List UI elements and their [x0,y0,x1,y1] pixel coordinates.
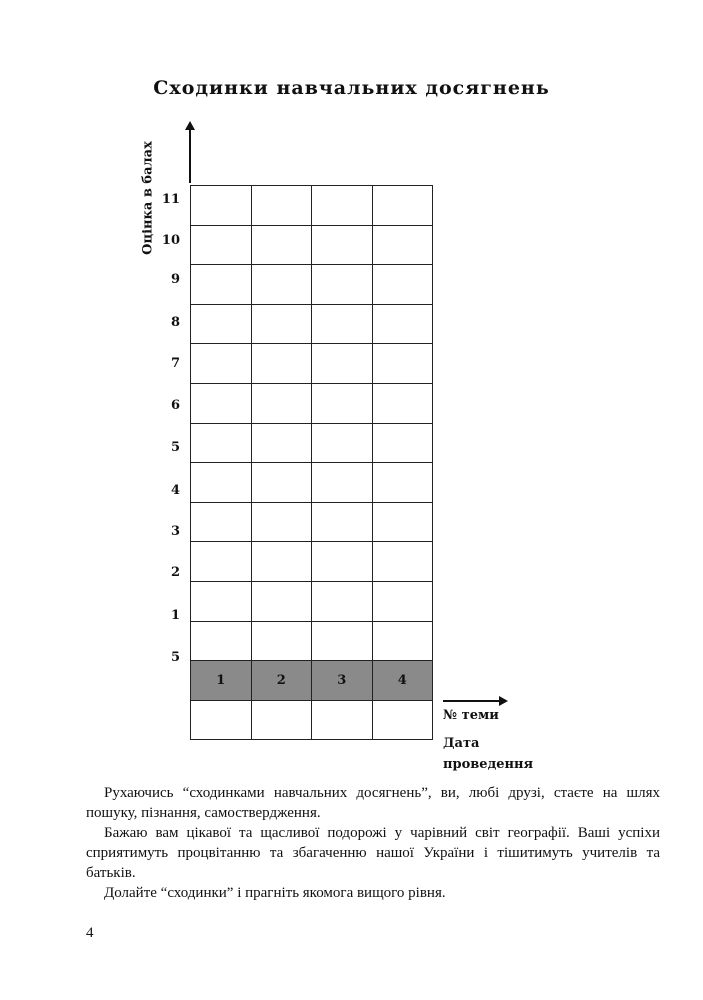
y-label: 8 [170,315,180,330]
date-cell[interactable] [312,700,373,740]
paragraph: Долайте “сходинки” і прагніть якомога вищого рівня. [104,885,446,901]
grid-row [191,225,433,265]
grid-row [191,463,433,503]
date-label [443,733,533,775]
y-label: 5 [170,650,180,665]
date-row [191,700,433,740]
grid-row [191,265,433,305]
theme-number-row [191,661,433,701]
grid-cell[interactable] [312,581,373,621]
x-axis-arrow-icon [443,700,501,702]
grid-row [191,423,433,463]
grid-cell[interactable] [372,502,433,542]
grid-cell[interactable] [312,542,373,582]
grid-cell[interactable] [251,225,312,265]
grid-cell[interactable] [191,423,252,463]
grid-cell[interactable] [372,423,433,463]
grid-cell[interactable] [191,344,252,384]
grid-cell[interactable] [312,304,373,344]
grid-cell[interactable] [251,502,312,542]
grid-row [191,542,433,582]
grid-row [191,383,433,423]
grid-cell[interactable] [372,265,433,305]
y-label: 10 [161,233,180,248]
grid-cell[interactable] [251,383,312,423]
grid-cell[interactable] [191,265,252,305]
theme-number-cell: 2 [251,661,312,701]
grid-cell[interactable] [251,621,312,661]
body-text [86,783,660,903]
y-label: 5 [170,440,180,455]
grid-row [191,304,433,344]
grid-cell[interactable] [251,581,312,621]
grid-cell[interactable] [251,304,312,344]
theme-number-cell: 1 [191,661,252,701]
grid-cell[interactable] [191,225,252,265]
theme-number-label: № теми [443,708,499,723]
page-number: 4 [86,925,94,941]
grid-cell[interactable] [372,383,433,423]
grid-cell[interactable] [251,542,312,582]
grid-cell[interactable] [191,186,252,226]
grid-cell[interactable] [251,186,312,226]
grid-row [191,344,433,384]
y-label: 2 [170,565,180,580]
grid-cell[interactable] [191,383,252,423]
grid-cell[interactable] [312,502,373,542]
grid-cell[interactable] [191,502,252,542]
grid-cell[interactable] [312,344,373,384]
grid-cell[interactable] [312,265,373,305]
theme-number-cell: 4 [372,661,433,701]
grid-cell[interactable] [251,423,312,463]
grid-row [191,621,433,661]
paragraph: Бажаю вам цікавої та щасливої подорожі у чарівний світ географії. Ваші успіхи сприятимуть процвітанню та збагаченню нашої України і тішитимуть учителів та батьків. [86,825,660,881]
date-cell[interactable] [251,700,312,740]
grid-row [191,581,433,621]
y-label: 3 [170,524,180,539]
y-label: 4 [170,483,180,498]
y-label: 1 [170,608,180,623]
grid-cell[interactable] [312,186,373,226]
grid-cell[interactable] [251,463,312,503]
y-axis-label [138,141,158,255]
y-axis-label-text: Оцінка в балах [140,141,156,255]
y-label: 7 [170,356,180,371]
date-cell[interactable] [372,700,433,740]
y-axis-arrow-icon [189,128,191,183]
grid-cell[interactable] [312,621,373,661]
grid-cell[interactable] [251,265,312,305]
grid-cell[interactable] [251,344,312,384]
grid-row [191,502,433,542]
paragraph: Рухаючись “сходинками навчальних досягнень”, ви, любі друзі, стаєте на шлях пошуку, пізнання, самоствердження. [86,785,660,821]
grid-cell[interactable] [372,225,433,265]
achievement-grid [190,185,433,740]
grid-cell[interactable] [372,344,433,384]
grid-cell[interactable] [312,225,373,265]
grid-row [191,186,433,226]
grid-cell[interactable] [372,186,433,226]
grid-cell[interactable] [191,463,252,503]
grid-cell[interactable] [191,304,252,344]
y-label: 9 [170,272,180,287]
grid-cell[interactable] [191,542,252,582]
grid-cell[interactable] [191,621,252,661]
grid-cell[interactable] [372,463,433,503]
y-label: 11 [161,192,180,207]
grid-cell[interactable] [312,463,373,503]
grid-cell[interactable] [191,581,252,621]
date-label-line1: Дата [443,736,480,751]
grid-cell[interactable] [372,581,433,621]
grid-cell[interactable] [312,423,373,463]
date-cell[interactable] [191,700,252,740]
page-title: Сходинки навчальних досягнень [153,77,550,99]
grid-cell[interactable] [372,542,433,582]
grid-cell[interactable] [312,383,373,423]
y-label: 6 [170,398,180,413]
theme-number-cell: 3 [312,661,373,701]
grid-cell[interactable] [372,304,433,344]
grid-cell[interactable] [372,621,433,661]
date-label-line2: проведення [443,757,534,772]
